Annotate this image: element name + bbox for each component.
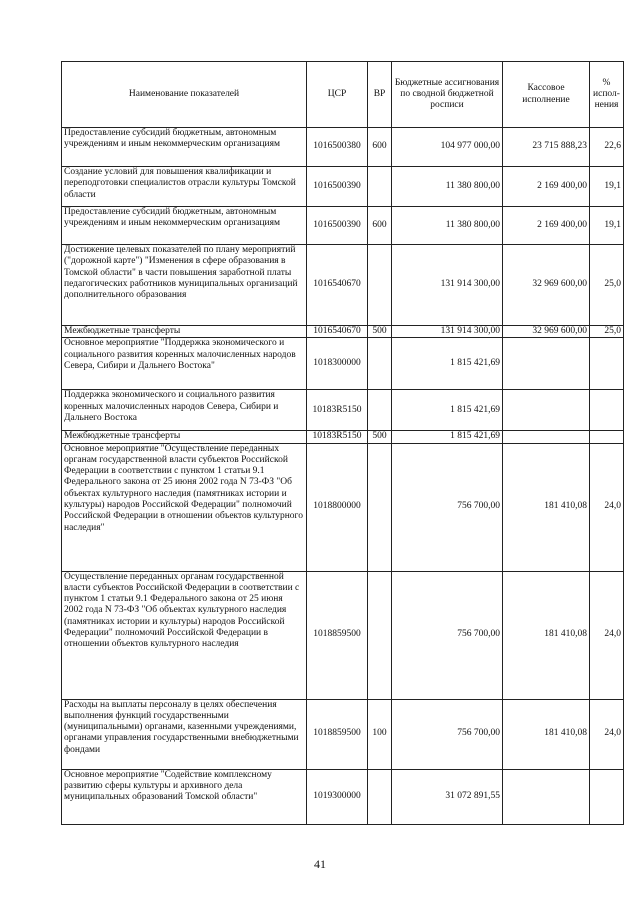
- cell-budget: 1 815 421,69: [392, 390, 503, 431]
- table-row: [62, 571, 624, 699]
- cell-pct: 19,1: [590, 167, 624, 207]
- table-body: [62, 128, 624, 825]
- cell-budget: 1 815 421,69: [392, 431, 503, 443]
- cell-cash: [503, 338, 590, 390]
- cell-budget: 131 914 300,00: [392, 326, 503, 338]
- table-row: [62, 326, 624, 338]
- table-row: [62, 443, 624, 571]
- cell-cash: 181 410,08: [503, 699, 590, 769]
- cell-name: Основное мероприятие "Осуществление переданных органам государственной власти субъектов Российской Федерации в соответствии с пунктом 1 статьи 9.1 Федерального закона от 25 июня 2002 года N 73-ФЗ "Об объектах культурного наследия (памятниках истории и культуры) народов Российской Федерации" полномочий Российской Федерации в отношении объектов культурного наследия": [62, 443, 307, 571]
- cell-name: Межбюджетные трансферты: [62, 431, 307, 443]
- header-csr: ЦСР: [307, 62, 368, 128]
- cell-budget: 11 380 800,00: [392, 207, 503, 245]
- cell-name: Создание условий для повышения квалификации и переподготовки специалистов отрасли культуры Томской области: [62, 167, 307, 207]
- cell-cash: 181 410,08: [503, 443, 590, 571]
- cell-csr: 1016540670: [307, 326, 368, 338]
- cell-budget: 756 700,00: [392, 699, 503, 769]
- cell-cash: [503, 769, 590, 824]
- cell-pct: 24,0: [590, 571, 624, 699]
- cell-cash: 23 715 888,23: [503, 128, 590, 167]
- cell-budget: 756 700,00: [392, 571, 503, 699]
- cell-budget: 104 977 000,00: [392, 128, 503, 167]
- cell-name: Основное мероприятие "Поддержка экономического и социального развития коренных малочисленных народов Севера, Сибири и Дальнего Востока": [62, 338, 307, 390]
- cell-pct: 22,6: [590, 128, 624, 167]
- cell-name: Расходы на выплаты персоналу в целях обеспечения выполнения функций государственными (муниципальными) органами, казенными учреждениями, органами управления государственными внебюджетными фондами: [62, 699, 307, 769]
- table-row: [62, 699, 624, 769]
- header-vr: ВР: [368, 62, 392, 128]
- table-row: [62, 338, 624, 390]
- cell-vr: 100: [368, 699, 392, 769]
- cell-pct: 24,0: [590, 443, 624, 571]
- cell-pct: [590, 338, 624, 390]
- cell-csr: 1016540670: [307, 245, 368, 326]
- table-row: [62, 167, 624, 207]
- cell-csr: 1018859500: [307, 699, 368, 769]
- cell-csr: 1018859500: [307, 571, 368, 699]
- cell-pct: 24,0: [590, 699, 624, 769]
- table-row: [62, 390, 624, 431]
- budget-execution-table: [61, 61, 624, 825]
- cell-vr: [368, 338, 392, 390]
- cell-budget: 756 700,00: [392, 443, 503, 571]
- cell-pct: 19,1: [590, 207, 624, 245]
- cell-name: Достижение целевых показателей по плану мероприятий ("дорожной карте") "Изменения в сфере образования в Томской области" в части повышения заработной платы педагогических работников муниципальных организаций дополнительного образования: [62, 245, 307, 326]
- cell-name: Осуществление переданных органам государственной власти субъектов Российской Федерации в соответствии с пунктом 1 статьи 9.1 Федерального закона от 25 июня 2002 года N 73-ФЗ "Об объектах культурного наследия (памятниках истории и культуры) народов Российской Федерации" полномочий Российской Федерации в отношении объектов культурного наследия: [62, 571, 307, 699]
- cell-csr: 1016500390: [307, 167, 368, 207]
- cell-vr: 600: [368, 128, 392, 167]
- cell-vr: [368, 443, 392, 571]
- table-row: [62, 207, 624, 245]
- cell-cash: [503, 431, 590, 443]
- cell-budget: 1 815 421,69: [392, 338, 503, 390]
- cell-csr: 1018300000: [307, 338, 368, 390]
- cell-csr: 1019300000: [307, 769, 368, 824]
- table-row: [62, 431, 624, 443]
- cell-csr: 10183R5150: [307, 390, 368, 431]
- cell-csr: 10183R5150: [307, 431, 368, 443]
- cell-pct: [590, 390, 624, 431]
- table-row: [62, 769, 624, 824]
- cell-name: Основное мероприятие "Содействие комплексному развитию сферы культуры и архивного дела муниципальных образований Томской области": [62, 769, 307, 824]
- page-number: 41: [314, 857, 326, 871]
- cell-cash: 181 410,08: [503, 571, 590, 699]
- header-cash: Кассовое исполнение: [503, 62, 590, 128]
- header-name: Наименование показателей: [62, 62, 307, 128]
- budget-table-sheet: [61, 61, 621, 825]
- cell-cash: [503, 390, 590, 431]
- cell-budget: 131 914 300,00: [392, 245, 503, 326]
- cell-pct: 25,0: [590, 326, 624, 338]
- cell-vr: [368, 245, 392, 326]
- header-pct: % испол-нения: [590, 62, 624, 128]
- cell-pct: [590, 769, 624, 824]
- cell-vr: [368, 571, 392, 699]
- table-row: [62, 128, 624, 167]
- cell-budget: 11 380 800,00: [392, 167, 503, 207]
- table-header-row: [62, 62, 624, 128]
- cell-name: Предоставление субсидий бюджетным, автономным учреждениям и иным некоммерческим организациям: [62, 128, 307, 167]
- cell-csr: 1016500380: [307, 128, 368, 167]
- cell-name: Предоставление субсидий бюджетным, автономным учреждениям и иным некоммерческим организациям: [62, 207, 307, 245]
- cell-pct: 25,0: [590, 245, 624, 326]
- cell-name: Межбюджетные трансферты: [62, 326, 307, 338]
- cell-vr: [368, 769, 392, 824]
- cell-csr: 1016500390: [307, 207, 368, 245]
- cell-cash: 2 169 400,00: [503, 207, 590, 245]
- cell-budget: 31 072 891,55: [392, 769, 503, 824]
- cell-vr: [368, 390, 392, 431]
- cell-name: Поддержка экономического и социального развития коренных малочисленных народов Севера, Сибири и Дальнего Востока: [62, 390, 307, 431]
- cell-vr: 500: [368, 431, 392, 443]
- cell-cash: 32 969 600,00: [503, 326, 590, 338]
- cell-cash: 32 969 600,00: [503, 245, 590, 326]
- cell-pct: [590, 431, 624, 443]
- cell-vr: 500: [368, 326, 392, 338]
- cell-vr: [368, 167, 392, 207]
- cell-vr: 600: [368, 207, 392, 245]
- table-row: [62, 245, 624, 326]
- cell-cash: 2 169 400,00: [503, 167, 590, 207]
- header-budget: Бюджетные ассигнования по сводной бюджетной росписи: [392, 62, 503, 128]
- cell-csr: 1018800000: [307, 443, 368, 571]
